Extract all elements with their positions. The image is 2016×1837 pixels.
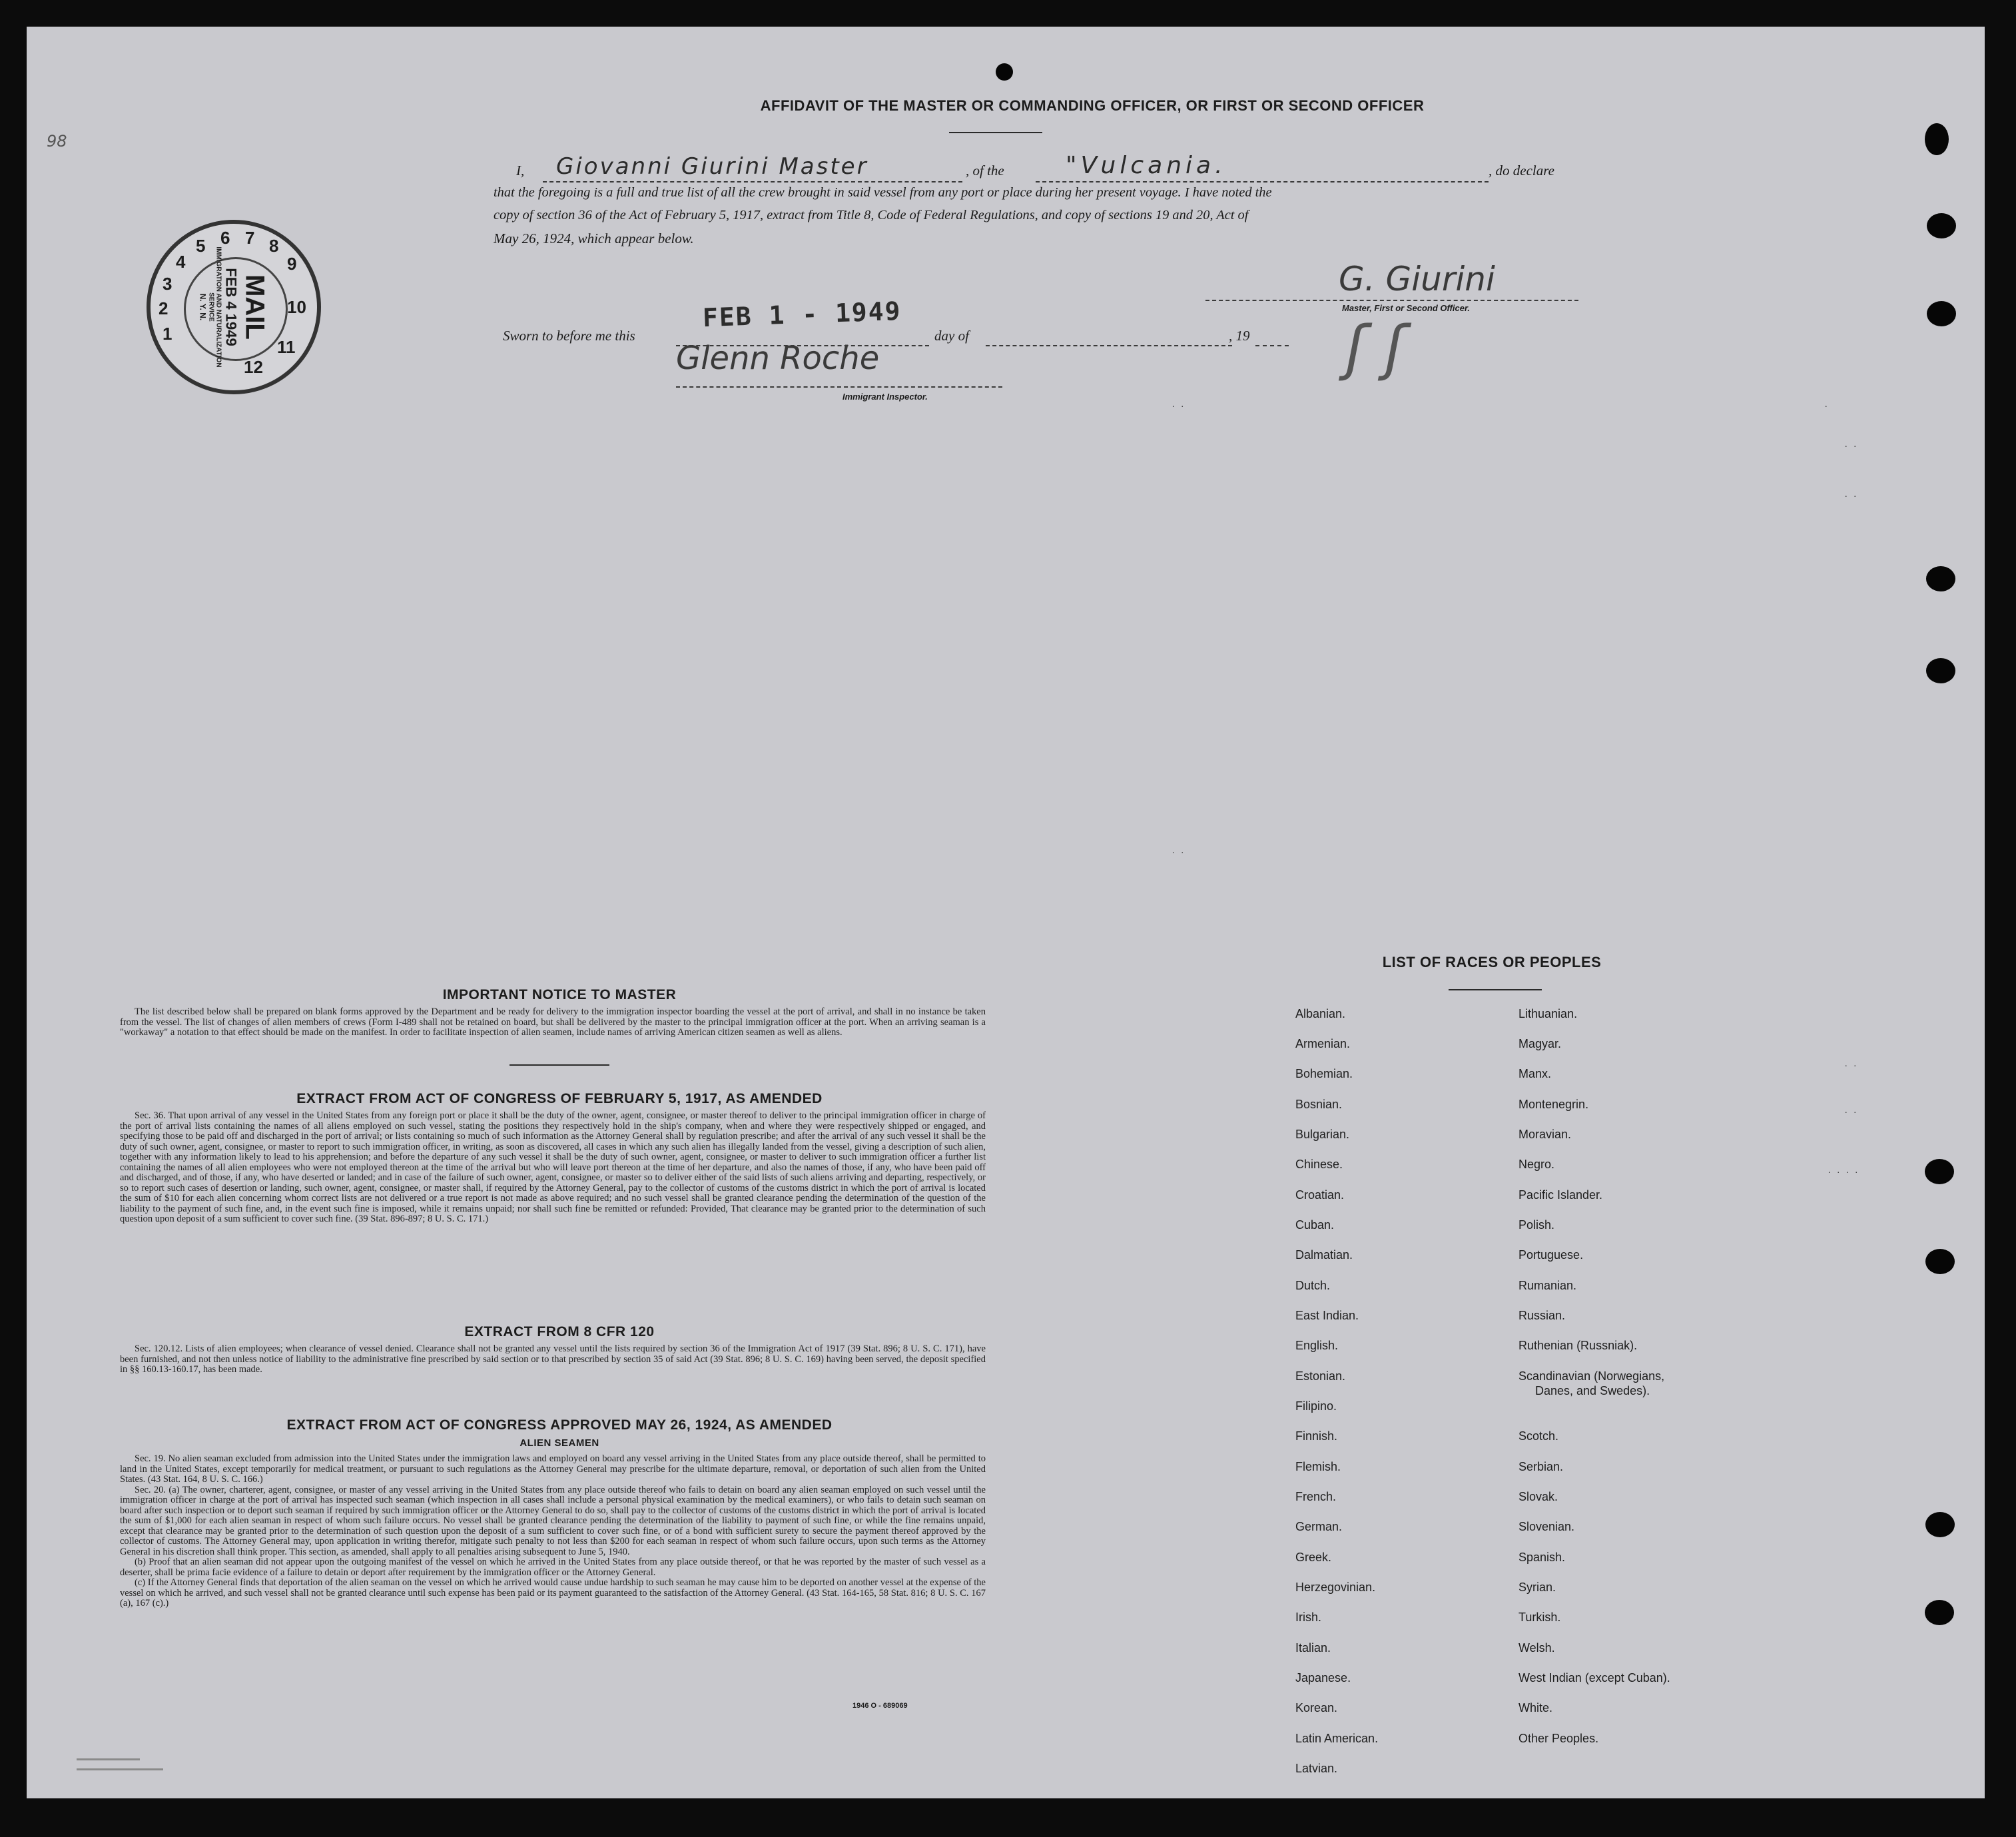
affidavit-body-line3: May 26, 1924, which appear below. [494,230,694,246]
stamp-number: 2 [159,298,168,318]
affidavit-body-line2: copy of section 36 of the Act of February 5, 1917, extract from Title 8, Code of Federal Regulations, and copy of sections 19 and 20, Act of [494,208,1249,222]
race-item: Chinese. [1295,1158,1343,1171]
inspector-line [676,386,1002,388]
race-item: Turkish. [1518,1611,1561,1624]
race-item: Montenegrin. [1518,1098,1589,1111]
stamp-agency: IMMIGRATION AND NATURALIZATION [214,246,222,368]
stamp-number: 12 [244,357,263,377]
sec36-paragraph: Sec. 36. That upon arrival of any vessel in the United States from any foreign port or place it shall be the duty of the owner, agent, consignee, or master thereof to deliver to the principal immigration officer in charge of the port of arrival lists containing the names of all aliens employed on such vessel, stating the positions they respectively hold in the ship's company, when and where they were respectively shipped or engaged, and specifying those to be paid off and discharged in the port of arrival; or lists containing so much of such information as the Attorney General shall by regulation prescribe; and after the arrival of any such vessel it shall be the duty of such owner, agent, consignee, or master to report to such immigration officer, in writing, as soon as discovered, all cases in which any such alien has illegally landed from the vessel, giving a description of such alien, together with any information likely to lead to his apprehension; and before the departure of any such vessel it shall be the duty of such owner, agent, consignee, or master to deliver to such immigration officer a further list containing the names of all alien employees who were not employed thereon at the time of the arrival but who will leave port thereon at the time of her departure, and also the names of those, if any, who have been paid off and discharged, and of those, if any, who have deserted or landed; and in case of the failure of such owner, agent, consignee, or master so to deliver either of the said lists of such aliens arriving and departing, respectively, or so to report such cases of desertion or landing, such owner, agent, consignee, or master shall, if required by the Attorney General, pay to the collector of customs of the customs district in which the port of arrival is located the sum of $10 for each alien concerning whom correct lists are not delivered or a true report is not made as above required; and no such vessel shall be granted clearance pending the determination of the question of the liability to the payment of such fine, and, in the event such fine is imposed, while it remains unpaid; nor shall such fine be remitted or refunded: Provided, That clearance may be granted prior to the determination of such question upon deposit of a sum sufficient to cover such fine. (39 Stat. 896-897; 8 U. S. C. 171.) [120,1110,986,1224]
master-signature: G. Giurini [1339,260,1495,298]
sworn-year-line [1255,345,1289,346]
race-item: Albanian. [1295,1007,1346,1020]
stamp-number: 3 [163,274,172,294]
race-item: Croatian. [1295,1188,1345,1202]
race-item: Syrian. [1518,1581,1556,1594]
race-item: Flemish. [1295,1460,1341,1473]
sworn-label: Sworn to before me this [503,328,635,344]
dot-marks: .. [1845,490,1863,500]
race-item: Pacific Islander. [1518,1188,1603,1202]
race-item: Manx. [1518,1067,1552,1080]
stamp-text [198,246,270,367]
race-item: Slovenian. [1518,1520,1575,1533]
affidavit-title: AFFIDAVIT OF THE MASTER OR COMMANDING OFFICER, OR FIRST OR SECOND OFFICER [760,97,1425,114]
race-item: White. [1518,1701,1553,1714]
race-item: Russian. [1518,1309,1566,1322]
pencil-mark [77,1758,140,1760]
race-item: Herzegovinian. [1295,1581,1376,1594]
punch-hole [1925,1249,1955,1274]
race-item: Scotch. [1518,1429,1559,1443]
race-item: Spanish. [1518,1551,1566,1564]
race-item: Bosnian. [1295,1098,1343,1111]
race-item: Rumanian. [1518,1279,1577,1292]
stamp-mail: MAIL [240,274,270,340]
race-item: Greek. [1295,1551,1332,1564]
affidavit-body-line1: that the foregoing is a full and true list of all the crew brought in said vessel from any port or place during her present voyage. I have noted the [494,185,1272,200]
race-item: Bulgarian. [1295,1128,1350,1141]
race-item: Irish. [1295,1611,1322,1624]
punch-hole [1926,658,1955,683]
stamp-number: 5 [196,236,206,256]
inspector-caption: Immigrant Inspector. [842,392,928,402]
notice-title: IMPORTANT NOTICE TO MASTER [442,987,677,1002]
notice-rule [509,1064,609,1066]
races-rule [1449,989,1542,990]
notice-text [120,1007,986,1038]
sworn-month-line [986,345,1232,346]
race-item: Japanese. [1295,1671,1351,1684]
races-title: LIST OF RACES OR PEOPLES [1382,954,1602,970]
race-item: Portuguese. [1518,1248,1584,1262]
of-the-label: , of the [966,163,1004,179]
extract-cfr-text [120,1344,986,1375]
master-name-line [543,181,962,183]
pencil-mark [77,1768,163,1770]
extract-1924-text [120,1454,986,1609]
race-item: Moravian. [1518,1128,1572,1141]
punch-hole [1925,1600,1954,1625]
race-item: Korean. [1295,1701,1338,1714]
stamp-number: 11 [277,337,296,357]
stamp-service: SERVICE [207,292,215,322]
stamp-number: 7 [245,228,255,248]
vessel-name-line [1036,181,1489,183]
declare-label: , do declare [1489,163,1554,179]
stamp-number: 6 [220,228,230,248]
race-item: Dutch. [1295,1279,1331,1292]
dot-marks: .. [1172,846,1190,856]
race-item: Latin American. [1295,1732,1379,1745]
extract-1917-text [120,1111,986,1225]
notice-paragraph: The list described below shall be prepared on blank forms approved by the Department and be ready for delivery to the immigration inspector boarding the vessel at the port of arrival, and shall in no instance be taken from the vessel. The list of changes of alien members of crews (Form I-489 shall not be retained on board, but shall be delivered by the master to the principal immigration officer at the port. When an arriving seaman is a "workaway" a notation to that effect should be made on the manifest. In order to facilitate inspection of alien seamen, include names of arriving American citizen seamen as well as aliens. [120,1006,986,1038]
extract-cfr-title: EXTRACT FROM 8 CFR 120 [464,1324,655,1339]
punch-hole [1927,301,1956,326]
punch-hole [1926,566,1955,591]
punch-hole [996,63,1013,81]
dot-marks: .. [1845,440,1863,450]
extract-1917-title: EXTRACT FROM ACT OF CONGRESS OF FEBRUARY 5, 1917, AS AMENDED [296,1091,823,1106]
race-item: Negro. [1518,1158,1555,1171]
race-item: Italian. [1295,1641,1331,1654]
race-item: Magyar. [1518,1037,1562,1050]
inspector-signature: Glenn Roche [676,340,880,377]
dot-marks: .. [1172,400,1190,410]
sworn-date-stamp: FEB 1 - 1949 [702,296,902,333]
day-of-label: day of [934,328,969,344]
punch-hole [1927,213,1956,238]
signature-flourish: ʃ ʃ [1345,313,1405,383]
race-item: Estonian. [1295,1369,1346,1383]
race-item: Cuban. [1295,1218,1335,1232]
vessel-name: "Vulcania. [1066,152,1227,179]
signature-caption: Master, First or Second Officer. [1342,303,1470,313]
sec20c-paragraph: (c) If the Attorney General finds that deportation of the alien seaman on the vessel on which he arrived would cause undue hardship to such seaman he may cause him to be deported on another vessel at the expense of the vessel on which he arrived, and such vessel shall not be granted clearance until such expense has been paid or its payment guaranteed to the satisfaction of the Attorney General. (43 Stat. 164-165, 58 Stat. 816; 8 U. S. C. 167 (a), 167 (c).) [120,1577,986,1609]
master-name: Giovanni Giurini Master [556,153,868,180]
signature-line [1205,300,1578,301]
race-item: West Indian (except Cuban). [1518,1671,1670,1684]
stamp-number: 4 [176,252,186,272]
alien-seamen-subtitle: ALIEN SEAMEN [519,1437,599,1449]
race-item: Bohemian. [1295,1067,1353,1080]
sec120-paragraph: Sec. 120.12. Lists of alien employees; when clearance of vessel denied. Clearance shall not be granted any vessel until the lists required by section 36 of the Immigration Act of 1917 (39 Stat. 896; 8 U. S. C. 171), have been furnished, and not then unless notice of liability to the administrative fine prescribed by said section or to that prescribed by section 35 of said Act (39 Stat. 896; 8 U. S. C. 169) having been served, the deposit specified in §§ 160.13-160.17, has been made. [120,1343,986,1375]
race-item: Armenian. [1295,1037,1351,1050]
sec19-paragraph: Sec. 19. No alien seaman excluded from admission into the United States under the immigration laws and employed on board any vessel arriving in the United States from any place outside thereof, shall be permitted to land in the United States, except temporarily for medical treatment, or pursuant to such regulations as the Attorney General may prescribe for the ultimate departure, removal, or deportation of such alien from the United States. (43 Stat. 164, 8 U. S. C. 166.) [120,1453,986,1485]
race-item: French. [1295,1490,1337,1503]
punch-hole [1925,1159,1954,1184]
stamp-city: N. Y. N. [198,293,208,321]
race-item: East Indian. [1295,1309,1359,1322]
race-item: Welsh. [1518,1641,1555,1654]
race-item: Slovak. [1518,1490,1558,1503]
print-code: 1946 O - 689069 [852,1702,908,1710]
race-item: Finnish. [1295,1429,1338,1443]
race-item: Serbian. [1518,1460,1564,1473]
dot-marks: . [1825,400,1834,410]
dot-marks: .. [1845,1059,1863,1069]
extract-1924-title: EXTRACT FROM ACT OF CONGRESS APPROVED MAY 26, 1924, AS AMENDED [286,1417,833,1433]
stamp-number: 10 [287,297,306,317]
affidavit-pronoun: I, [516,163,525,179]
race-item: Ruthenian (Russniak). [1518,1339,1638,1352]
title-rule [949,132,1042,133]
race-item: Danes, and Swedes). [1535,1384,1650,1397]
punch-hole [1925,1512,1955,1537]
race-item: Polish. [1518,1218,1555,1232]
race-item: English. [1295,1339,1339,1352]
receipt-stamp [147,220,321,394]
stamp-number: 9 [287,254,297,274]
sec20b-paragraph: (b) Proof that an alien seaman did not appear upon the outgoing manifest of the vessel on which he arrived in the United States from any place outside thereof, or that he was reported by the master of such vessel as a deserter, shall be prima facie evidence of a failure to detain or deport after requirement by the immigration officer or the Attorney General. [120,1557,986,1578]
punch-hole [1925,123,1949,155]
dot-marks: .. [1845,1106,1863,1116]
stamp-number: 1 [163,324,172,344]
year-label: , 19 [1229,328,1250,344]
stamp-date: FEB 4 1949 [222,268,240,346]
race-item: Scandinavian (Norwegians, [1518,1369,1665,1383]
race-item: Filipino. [1295,1399,1337,1413]
race-item: Other Peoples. [1518,1732,1599,1745]
margin-note: 98 [47,132,67,151]
race-item: Lithuanian. [1518,1007,1578,1020]
stamp-number: 8 [269,236,279,256]
document-page [27,27,1985,1798]
race-item: Dalmatian. [1295,1248,1353,1262]
race-item: German. [1295,1520,1343,1533]
race-item: Latvian. [1295,1762,1338,1775]
dot-marks: .... [1828,1166,1864,1176]
sec20a-paragraph: Sec. 20. (a) The owner, charterer, agent, consignee, or master of any vessel arriving in the United States from any place outside thereof who fails to detain on board any alien seaman employed on such vessel until the immigration officer in charge at the port of arrival has inspected such seaman (which inspection in all cases shall include a personal physical examination by the medical examiners), or who fails to detain such seaman on board after such inspection or to deport such seaman if required by such immigration officer or the Attorney General to do so, shall pay to the collector of customs of the customs district in which the port of arrival is located the sum of $1,000 for each alien seaman in respect of whom such failure occurs. No vessel shall be granted clearance pending the determination of the liability to payment of such fine, or while the fine remains unpaid, except that clearance may be granted prior to the determination of such question upon the deposit of a sum sufficient to cover such fine, or of a bond with sufficient surety to secure the payment thereof approved by the collector of customs. The Attorney General may, upon application in writing therefor, mitigate such penalty to not less than $200 for each seaman in respect of whom such failure occurs, upon such terms as the Attorney General in his discretion shall think proper. This section, as amended, shall apply to all penalties arising subsequent to June 5, 1940. [120,1484,986,1557]
